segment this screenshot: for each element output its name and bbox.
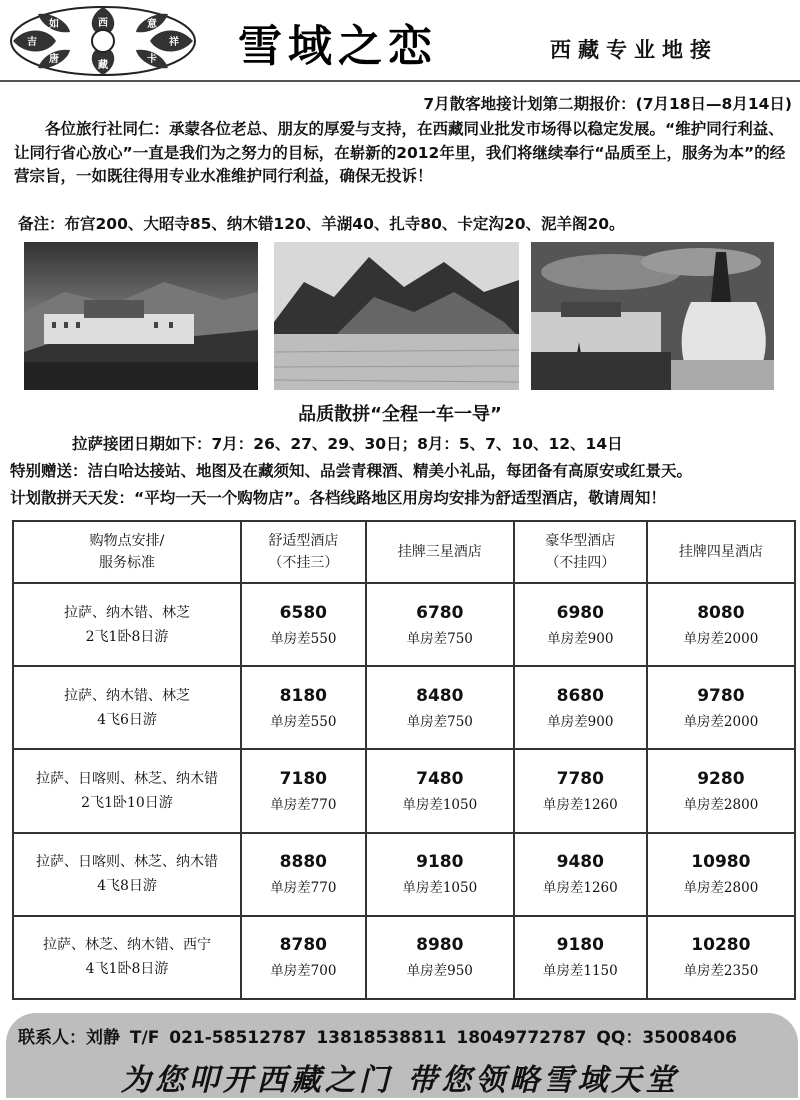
- price-cell: 8880 单房差770: [241, 833, 366, 916]
- ticket-note: 备注：布宫200、大昭寺85、纳木错120、羊湖40、扎寺80、卡定沟20、泥羊阁20。: [18, 215, 625, 233]
- lotus-logo: [8, 4, 198, 78]
- price-cell: 8980 单房差950: [366, 916, 514, 999]
- header-divider: [0, 80, 800, 82]
- photo-potala-palace: [24, 242, 258, 390]
- sub-title: 品质散拼“全程一车一导”: [298, 404, 502, 425]
- price-cell: 8080 单房差2000: [647, 583, 795, 666]
- price-cell: 7780 单房差1260: [514, 749, 647, 832]
- price-cell: 9180 单房差1150: [514, 916, 647, 999]
- logo-char: 西: [98, 18, 108, 29]
- price-cell: 10980 单房差2800: [647, 833, 795, 916]
- route-cell: 拉萨、林芝、纳木错、西宁 4飞1卧8日游: [13, 916, 241, 999]
- photo-mountain-plain: [274, 242, 519, 390]
- brand-title: 雪域之恋: [238, 21, 438, 72]
- price-cell: 8180 单房差550: [241, 666, 366, 749]
- price-cell: 6980 单房差900: [514, 583, 647, 666]
- route-cell: 拉萨、纳木错、林芝 2飞1卧8日游: [13, 583, 241, 666]
- header-cell: 挂牌三星酒店: [366, 521, 514, 583]
- table-row: [13, 833, 795, 916]
- intro-paragraph: 各位旅行社同仁：承蒙各位老总、朋友的厚爱与支持，在西藏同业批发市场得以稳定发展。“维护同行利益、让同行省心放心”一直是我们为之努力的目标，在崭新的2012年里，我们将继续奉行“品质至上，服务为本”的经营宗旨，一如既往得用专业水准维护同行利益，确保无投诉！: [14, 120, 786, 185]
- price-cell: 9480 单房差1260: [514, 833, 647, 916]
- header: [0, 0, 800, 82]
- price-cell: 10280 单房差2350: [647, 916, 795, 999]
- route-cell: 拉萨、纳木错、林芝 4飞6日游: [13, 666, 241, 749]
- header-cell: 购物点安排/ 服务标准: [13, 521, 241, 583]
- header-cell: 豪华型酒店 （不挂四）: [514, 521, 647, 583]
- photo-stupa-palace: [531, 242, 774, 390]
- price-cell: 8480 单房差750: [366, 666, 514, 749]
- logo-char: 卡: [147, 54, 157, 65]
- price-cell: 8680 单房差900: [514, 666, 647, 749]
- logo-char: 唐: [49, 54, 59, 65]
- table-row: [13, 749, 795, 832]
- plan-title: 7月散客地接计划第二期报价：(7月18日—8月14日): [423, 95, 792, 113]
- route-cell: 拉萨、日喀则、林芝、纳木错 4飞8日游: [13, 833, 241, 916]
- logo-char: 藏: [98, 60, 108, 71]
- price-cell: 9180 单房差1050: [366, 833, 514, 916]
- header-cell: 舒适型酒店 （不挂三）: [241, 521, 366, 583]
- logo-char: 吉: [27, 37, 37, 48]
- price-cell: 7180 单房差770: [241, 749, 366, 832]
- header-cell: 挂牌四星酒店: [647, 521, 795, 583]
- table-row: [13, 583, 795, 666]
- table-row: [13, 666, 795, 749]
- price-cell: 9280 单房差2800: [647, 749, 795, 832]
- table-row: [13, 916, 795, 999]
- route-cell: 拉萨、日喀则、林芝、纳木错 2飞1卧10日游: [13, 749, 241, 832]
- price-cell: 8780 单房差700: [241, 916, 366, 999]
- gift-line: 特别赠送：洁白哈达接站、地图及在藏须知、品尝青稞酒、精美小礼品，每团备有高原安或红景天。: [10, 462, 693, 480]
- table-header-row: [13, 521, 795, 583]
- logo-char: 如: [49, 19, 59, 30]
- price-table: [12, 520, 796, 1000]
- departure-dates: 拉萨接团日期如下：7月：26、27、29、30日；8月：5、7、10、12、14日: [72, 435, 623, 453]
- price-cell: 9780 单房差2000: [647, 666, 795, 749]
- contact-info: 联系人：刘静 T/F 021-58512787 13818538811 18049772787 QQ：35008406: [18, 1028, 737, 1048]
- slogan: 为您叩开西藏之门 带您领略雪域天堂: [120, 1063, 680, 1098]
- logo-char: 意: [147, 19, 157, 30]
- logo-char: 祥: [169, 37, 179, 48]
- brand-subtitle: 西藏专业地接: [550, 38, 718, 62]
- price-cell: 6780 单房差750: [366, 583, 514, 666]
- price-cell: 7480 单房差1050: [366, 749, 514, 832]
- shopping-line: 计划散拼天天发：“平均一天一个购物店”。各档线路地区用房均安排为舒适型酒店，敬请周知！: [10, 489, 666, 507]
- price-cell: 6580 单房差550: [241, 583, 366, 666]
